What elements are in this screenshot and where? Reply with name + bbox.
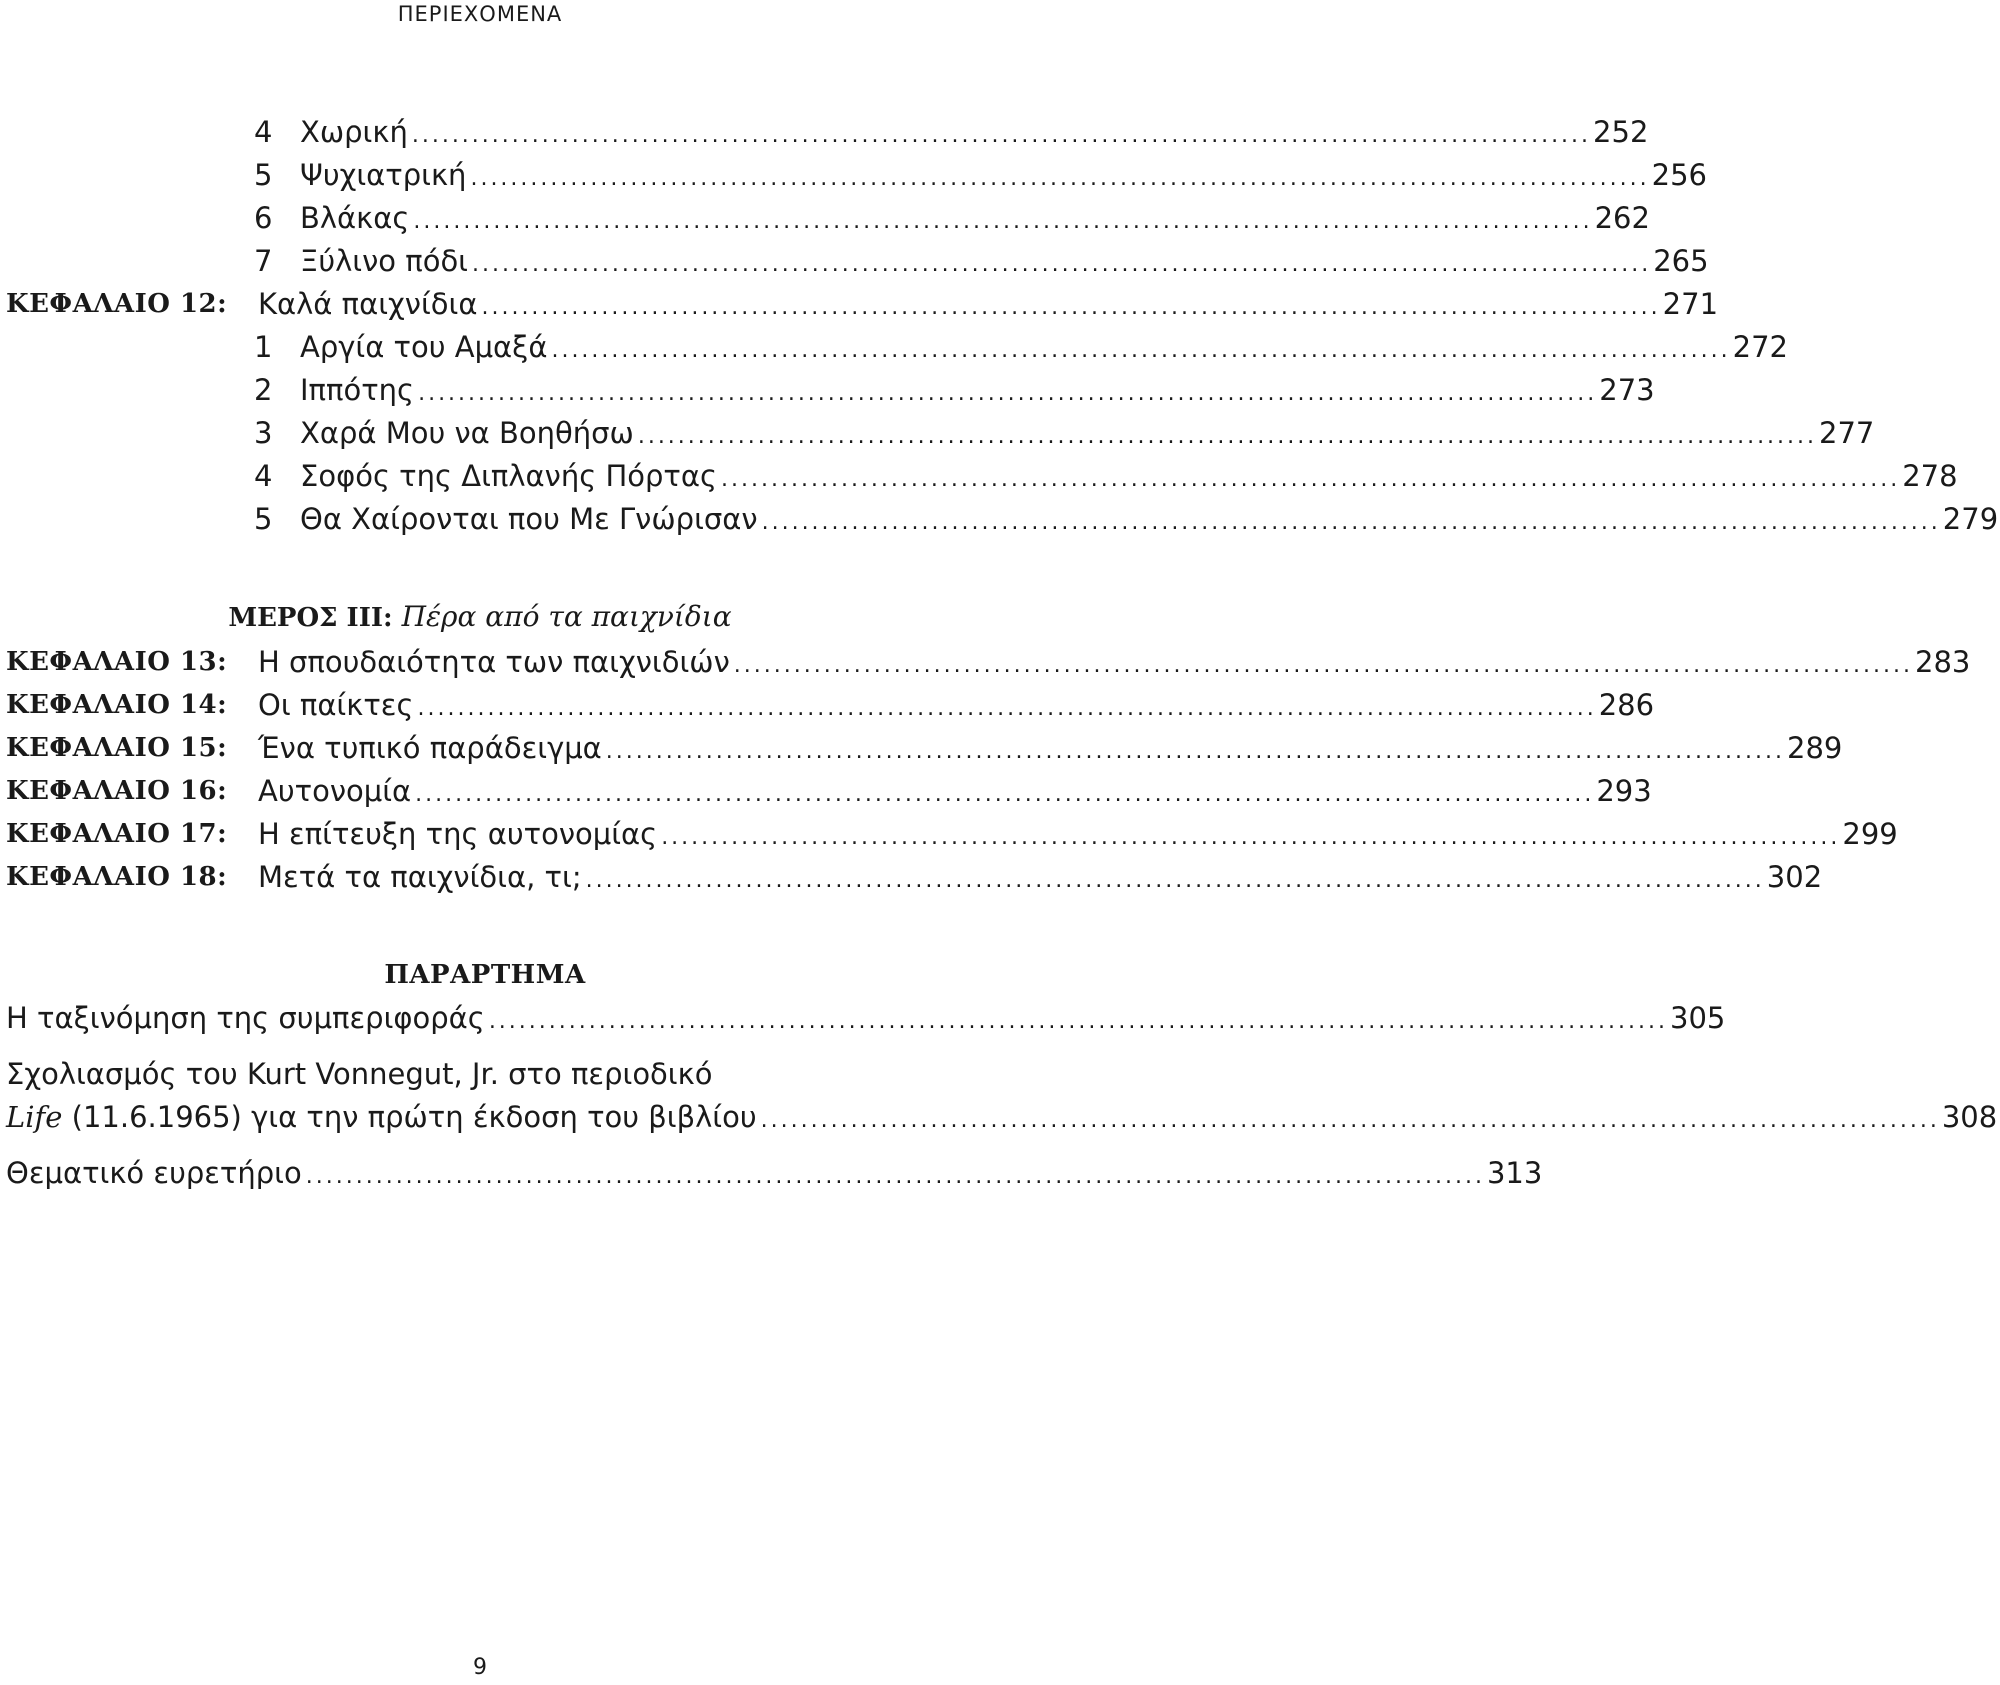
entry-title: Ψυχιατρική <box>300 158 467 192</box>
toc-chapter[interactable] <box>0 642 1971 682</box>
chapter-page: 283 <box>1915 645 1971 679</box>
appendix-entry-page: 305 <box>1670 1001 1726 1035</box>
toc-entry[interactable] <box>0 499 1999 539</box>
dot-leader: ...................................................................................................................... <box>481 295 1661 320</box>
running-head: ΠΕΡΙΕΧΟΜΕΝΑ <box>397 2 563 26</box>
chapter-title: Καλά παιχνίδια <box>258 287 478 321</box>
entry-title: Ξύλινο πόδι <box>300 244 468 278</box>
chapter-label: ΚΕΦΑΛΑΙΟ 14: <box>6 690 228 720</box>
dot-leader: ...................................................................................................................... <box>411 123 1592 148</box>
toc-entry[interactable] <box>0 370 1655 410</box>
entry-number: 4 <box>254 115 273 149</box>
dot-leader: ...................................................................................................................... <box>305 1164 1485 1189</box>
entry-number: 6 <box>254 201 273 235</box>
dot-leader: ...................................................................................................................... <box>417 696 1597 721</box>
toc-appendix-entry[interactable] <box>0 998 1726 1038</box>
part-title: Πέρα από τα παιχνίδια <box>401 600 732 633</box>
page-number: 9 <box>473 1655 487 1680</box>
chapter-label: ΚΕΦΑΛΑΙΟ 18: <box>6 862 228 892</box>
chapter-title: Αυτονομία <box>258 774 412 808</box>
chapter-label: ΚΕΦΑΛΑΙΟ 16: <box>6 776 228 806</box>
chapter-label: ΚΕΦΑΛΑΙΟ 12: <box>6 289 228 319</box>
dot-leader: ...................................................................................................................... <box>413 209 1593 234</box>
toc-entry[interactable] <box>0 413 1875 453</box>
index-title: Θεματικό ευρετήριο <box>6 1156 302 1190</box>
entry-number: 4 <box>254 459 273 493</box>
toc-entry[interactable] <box>0 327 1789 367</box>
entry-page: 265 <box>1653 244 1709 278</box>
appendix-heading[interactable]: ΠΑΡΑΡΤΗΜΑ <box>384 960 586 990</box>
entry-number: 5 <box>254 158 273 192</box>
chapter-title: Η επίτευξη της αυτονομίας <box>258 817 658 851</box>
entry-number: 3 <box>254 416 273 450</box>
dot-leader: ...................................................................................................................... <box>605 739 1785 764</box>
chapter-label: ΚΕΦΑΛΑΙΟ 15: <box>6 733 228 763</box>
magazine-title: Life <box>6 1100 63 1134</box>
dot-leader: ...................................................................................................................... <box>760 1108 1940 1133</box>
toc-chapter-12[interactable] <box>0 284 1719 324</box>
toc-chapter[interactable] <box>0 685 1655 725</box>
appendix-entry-page: 308 <box>1941 1100 1998 1134</box>
chapter-label: ΚΕΦΑΛΑΙΟ 17: <box>6 819 228 849</box>
entry-title: Θα Χαίρονται που Με Γνώρισαν <box>300 502 758 536</box>
dot-leader: ...................................................................................................................... <box>470 166 1650 191</box>
toc-entry[interactable] <box>0 198 1650 238</box>
dot-leader: ...................................................................................................................... <box>418 381 1598 406</box>
appendix-entry-title: Η ταξινόμηση της συμπεριφοράς <box>6 1001 485 1035</box>
entry-page: 277 <box>1819 416 1875 450</box>
chapter-page: 286 <box>1598 688 1655 722</box>
entry-title: Χαρά Μου να Βοηθήσω <box>300 416 634 450</box>
chapter-page: 271 <box>1662 287 1719 321</box>
toc-appendix-entry[interactable] <box>0 1153 1543 1193</box>
dot-leader: ...................................................................................................................... <box>733 653 1913 678</box>
index-page: 313 <box>1486 1156 1543 1190</box>
part-heading[interactable] <box>0 597 960 638</box>
chapter-title: Οι παίκτες <box>258 688 414 722</box>
chapter-label: ΚΕΦΑΛΑΙΟ 13: <box>6 647 228 677</box>
entry-title: Αργία του Αμαξά <box>300 330 548 364</box>
dot-leader: ...................................................................................................................... <box>472 252 1652 277</box>
chapter-title: Η σπουδαιότητα των παιχνιδιών <box>258 645 730 679</box>
toc-chapter[interactable] <box>0 728 1843 768</box>
entry-page: 252 <box>1593 115 1649 149</box>
chapter-title: Μετά τα παιχνίδια, τι; <box>258 860 582 894</box>
dot-leader: ...................................................................................................................... <box>415 782 1595 807</box>
chapter-title: Ένα τυπικό παράδειγμα <box>258 731 602 765</box>
toc-entry[interactable] <box>0 112 1649 152</box>
entry-number: 1 <box>254 330 273 364</box>
entry-number: 5 <box>254 502 273 536</box>
entry-page: 278 <box>1902 459 1958 493</box>
dot-leader: ...................................................................................................................... <box>661 825 1841 850</box>
commentary-line-2 <box>6 1097 761 1137</box>
part-label: ΜΕΡΟΣ III: <box>228 603 393 633</box>
toc-chapter[interactable] <box>0 771 1652 811</box>
commentary-rest: (11.6.1965) για την πρώτη έκδοση του βιβλίου <box>62 1100 757 1134</box>
entry-page: 256 <box>1651 158 1708 192</box>
entry-title: Ιππότης <box>300 373 415 407</box>
chapter-page: 289 <box>1787 731 1843 765</box>
dot-leader: ...................................................................................................................... <box>488 1009 1669 1034</box>
entry-page: 279 <box>1942 502 1999 536</box>
entry-page: 272 <box>1732 330 1789 364</box>
toc-chapter[interactable] <box>0 814 1898 854</box>
chapter-page: 299 <box>1842 817 1898 851</box>
toc-entry[interactable] <box>0 241 1709 281</box>
entry-title: Βλάκας <box>300 201 410 235</box>
entry-page: 273 <box>1599 373 1655 407</box>
toc-chapter[interactable] <box>0 857 1823 897</box>
toc-entry[interactable] <box>0 456 1958 496</box>
dot-leader: ...................................................................................................................... <box>761 510 1941 535</box>
dot-leader: ...................................................................................................................... <box>637 424 1818 449</box>
dot-leader: ...................................................................................................................... <box>721 467 1901 492</box>
entry-title: Σοφός της Διπλανής Πόρτας <box>300 459 718 493</box>
entry-number: 7 <box>254 244 273 278</box>
chapter-page: 293 <box>1596 774 1652 808</box>
entry-number: 2 <box>254 373 273 407</box>
dot-leader: ...................................................................................................................... <box>585 868 1765 893</box>
toc-appendix-entry[interactable] <box>0 1097 1998 1137</box>
chapter-page: 302 <box>1766 860 1823 894</box>
entry-title: Χωρική <box>300 115 408 149</box>
commentary-line-1[interactable]: Σχολιασμός του Kurt Vonnegut, Jr. στο περιοδικό <box>6 1057 713 1091</box>
toc-entry[interactable] <box>0 155 1708 195</box>
entry-page: 262 <box>1594 201 1650 235</box>
dot-leader: ...................................................................................................................... <box>551 338 1731 363</box>
